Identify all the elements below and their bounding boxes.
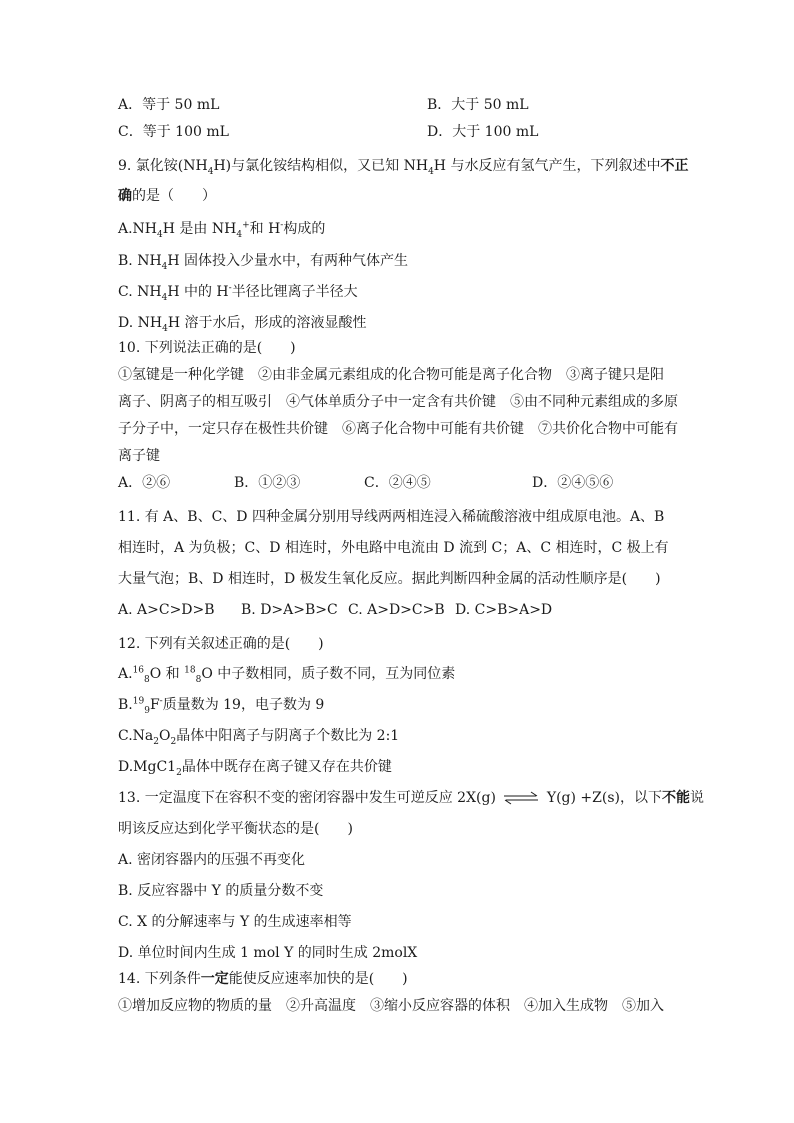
q10-statement-line3: 子分子中，一定只存在极性共价键 ⑥离子化合物中可能有共价键 ⑦共价化合物中可能有 [118, 421, 678, 437]
q8-option-c: C．等于 100 mL [118, 124, 229, 140]
q13-stem-line2: 明该反应达到化学平衡状态的是( ) [118, 821, 353, 837]
q9-option-b: B. $NH_4H$ 固体投入少量水中，有两种气体产生 [118, 253, 409, 272]
q8-option-b: B．大于 50 mL [427, 97, 529, 113]
q10-statement-line1: ①氢键是一种化学键 ②由非金属元素组成的化合物可能是离子化合物 ③离子键只是阳 [118, 367, 664, 383]
q11-option-d: D. C>B>A>D [455, 602, 553, 618]
q11-option-c: C. A>D>C>B [348, 602, 445, 618]
equilibrium-arrow-icon [502, 791, 540, 805]
q14-statement-line1: ①增加反应物的物质的量 ②升高温度 ③缩小反应容器的体积 ④加入生成物 ⑤加入 [118, 998, 664, 1014]
q11-stem-line2: 相连时，A 为负极；C、D 相连时，外电路中电流由 D 流到 C；A、C 相连时，C 极上有 [118, 540, 669, 556]
q9-option-a: $A.NH_4H$ 是由 $NH_4^+$和 H-构成的 [118, 220, 326, 240]
q13-option-d: D. 单位时间内生成 1 mol Y 的同时生成 2molX [118, 945, 418, 961]
q10-option-d: D．②④⑤⑥ [532, 475, 614, 491]
q10-stem: 10. 下列说法正确的是( ) [118, 340, 296, 356]
q9-option-d: D. $NH_4H$ 溶于水后，形成的溶液显酸性 [118, 315, 367, 334]
q14-stem: 14. 下列条件一定能使反应速率加快的是( ) [118, 971, 408, 987]
q13-stem-line1: 13. 一定温度下在容积不变的密闭容器中发生可逆反应 2X(g) Y(g) +Z(s)，以下不能说 [118, 790, 704, 806]
q8-option-a: A．等于 50 mL [118, 97, 220, 113]
q10-option-c: C．②④⑤ [364, 475, 431, 491]
q13-option-c: C. X 的分解速率与 Y 的生成速率相等 [118, 914, 352, 930]
q13-option-a: A. 密闭容器内的压强不再变化 [118, 852, 306, 868]
q10-statement-line2: 离子、阴离子的相互吸引 ④气体单质分子中一定含有共价键 ⑤由不同种元素组成的多原 [118, 394, 678, 410]
q10-option-a: A．②⑥ [118, 475, 171, 491]
q13-option-b: B. 反应容器中 Y 的质量分数不变 [118, 883, 324, 899]
q10-statement-line4: 离子键 [118, 448, 160, 464]
q8-option-d: D．大于 100 mL [427, 124, 539, 140]
q9-option-c: C. $NH_4H$ 中的 H-半径比锂离子半径大 [118, 283, 358, 303]
q11-stem-line3: 大量气泡；B、D 相连时，D 极发生氧化反应。据此判断四种金属的活动性顺序是( ) [118, 571, 661, 587]
q12-stem: 12. 下列有关叙述正确的是( ) [118, 636, 324, 652]
q9-stem-line1: 9. 氯化铵$(NH_4H)$与氯化铵结构相似，又已知 $NH_4H$ 与水反应有氢气产生，下列叙述中不正 [118, 158, 689, 177]
q12-option-b: B.$^{19}_9$F-质量数为 19，电子数为 9 [118, 696, 325, 716]
q12-option-d: $D.MgC1_2$晶体中既存在离子键又存在共价键 [118, 759, 392, 778]
q11-option-a: A. A>C>D>B [118, 602, 215, 618]
q12-option-a: A.$^{16}_8$O 和 $^{18}_8$O 中子数相同，质子数不同，互为同位素 [118, 665, 456, 685]
q9-stem-line2: 确的是（ ） [118, 188, 216, 204]
q10-option-b: B．①②③ [234, 475, 301, 491]
q11-stem-line1: 11. 有 A、B、C、D 四种金属分别用导线两两相连浸入稀硫酸溶液中组成原电池。A、B [118, 509, 665, 525]
q12-option-c: $C.Na_2O_2$晶体中阳离子与阴离子个数比为 2:1 [118, 728, 400, 747]
q11-option-b: B. D>A>B>C [241, 602, 338, 618]
